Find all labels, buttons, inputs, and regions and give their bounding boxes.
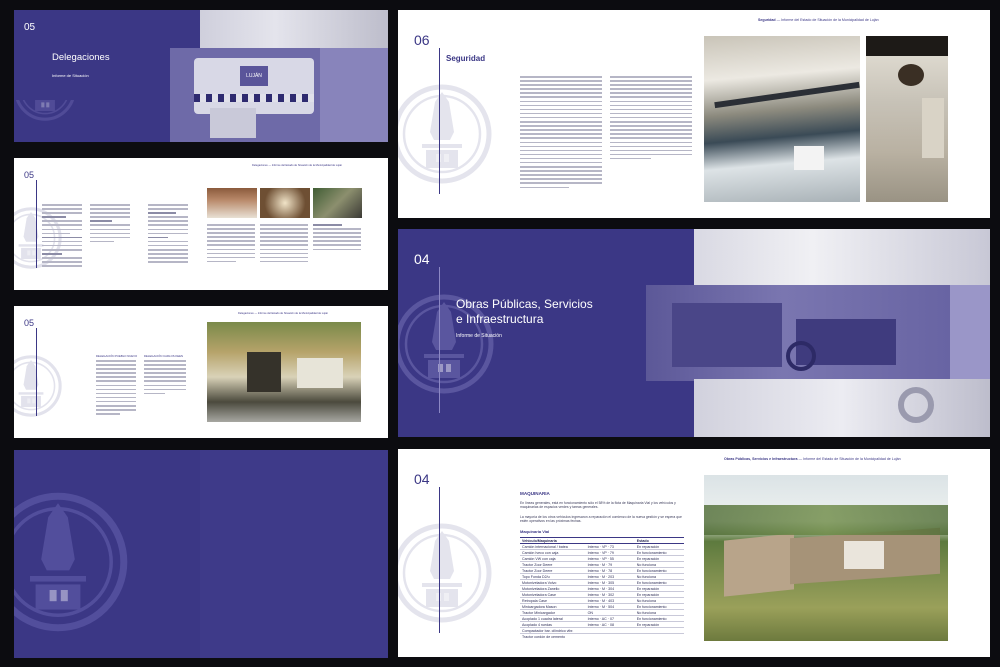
status-cell: En funcionamiento <box>635 580 684 586</box>
municipal-crest-icon <box>398 493 492 653</box>
status-cell: No funciona <box>635 574 684 580</box>
internal-id-cell: Interno · VP · 79 <box>586 550 635 556</box>
text-column-4 <box>207 224 255 265</box>
section-heading: MAQUINARIA <box>520 491 550 496</box>
status-cell: En reparación <box>635 592 684 598</box>
status-cell: En funcionamiento <box>635 616 684 622</box>
internal-id-cell: Interno · M · 302 <box>586 592 635 598</box>
municipal-crest-icon <box>398 54 492 214</box>
text-column-5 <box>260 224 308 265</box>
vertical-rule <box>439 48 440 194</box>
section-heading-left: DELEGACIÓN PUEBLO NUEVO <box>96 354 138 358</box>
text-column-2 <box>90 204 130 245</box>
table-row <box>520 634 684 640</box>
cover-photo-accent <box>950 285 990 381</box>
spread-back-cover <box>14 450 388 658</box>
chapter-number: 05 <box>24 318 35 328</box>
vehicle-cell: Camión Iveco con caja <box>520 550 586 556</box>
status-cell <box>635 634 684 640</box>
section-title: Seguridad <box>446 54 486 63</box>
municipal-crest-icon <box>398 259 494 429</box>
text-column-3 <box>148 204 188 265</box>
vehicle-cell: Tractor Zoor Deere <box>520 562 586 568</box>
internal-id-cell: Interno · M · 504 <box>586 604 635 610</box>
status-cell: En reparación <box>635 586 684 592</box>
cover-photo-machinery <box>646 285 950 381</box>
vehicle-cell: Acoplado 4 ruedas <box>520 622 586 628</box>
chapter-number: 04 <box>414 471 430 487</box>
internal-id-cell: Interno · AC · 08 <box>586 622 635 628</box>
cover-subtitle: Informe de Situación <box>456 333 502 339</box>
text-column-1 <box>42 204 82 270</box>
running-head-text: — Informe del Estado de Situación de la Municipalidad de Luján <box>776 18 879 22</box>
status-cell: En reparación <box>635 556 684 562</box>
internal-id-cell: Interno · M · 403 <box>586 598 635 604</box>
spread-delegaciones-cover <box>14 10 388 142</box>
section-heading-right: DELEGACIÓN CARLOS KEEN <box>144 354 184 358</box>
van-logo: LUJÁN <box>240 66 268 86</box>
table-title: Maquinaria Vial <box>520 529 550 534</box>
column-header: Estado <box>635 538 684 544</box>
spread-delegaciones-text <box>14 158 388 290</box>
status-cell: En funcionamiento <box>635 604 684 610</box>
running-head-bold: Seguridad <box>758 18 776 22</box>
vehicle-cell: Acoplado 1 cuadra lateral <box>520 616 586 622</box>
vertical-rule <box>36 328 37 416</box>
cover-subtitle: Informe de Situación <box>52 73 89 78</box>
vertical-rule <box>439 267 440 413</box>
vehicle-cell: Motoniveladora Case <box>520 592 586 598</box>
photo-abandoned-truck <box>704 475 948 641</box>
spread-obras-cover <box>398 229 990 437</box>
photo-room <box>313 188 362 218</box>
internal-id-cell: Interno · M · 78 <box>586 568 635 574</box>
back-cover-right-panel <box>200 450 388 658</box>
status-cell: En reparación <box>635 544 684 550</box>
photo-ceiling <box>207 188 257 218</box>
vehicle-cell: Minicargadora Mason <box>520 604 586 610</box>
vertical-rule <box>439 487 440 633</box>
internal-id-cell: Interno · VP · 55 <box>586 556 635 562</box>
running-head-bold: Obras Públicas, Servicios e Infraestructura <box>724 457 798 461</box>
text-column-2 <box>610 76 692 162</box>
text-column-1 <box>520 76 602 191</box>
vertical-rule <box>36 180 37 268</box>
chapter-number: 04 <box>414 251 430 267</box>
vehicle-cell: Camión internacional / batea <box>520 544 586 550</box>
machinery-table <box>520 537 684 640</box>
vehicle-cell: Motoniveladora Volvo <box>520 580 586 586</box>
running-head <box>758 18 879 22</box>
vehicle-cell: Tractor cordón de cemento <box>520 634 586 640</box>
internal-id-cell: Interno · M · 203 <box>586 574 635 580</box>
internal-id-cell <box>586 634 635 640</box>
text-column-1 <box>96 360 136 417</box>
cover-title: Delegaciones <box>52 52 110 63</box>
photo-corridor <box>260 188 310 218</box>
vehicle-cell: Motoniveladora Zanello <box>520 586 586 592</box>
text-column-2 <box>144 360 186 397</box>
vehicle-cell: Camión VW con caja <box>520 556 586 562</box>
text-column-6 <box>313 224 361 253</box>
status-cell: No funciona <box>635 562 684 568</box>
cover-photo-top <box>200 10 388 50</box>
chapter-number: 06 <box>414 32 430 48</box>
photo-inside-building <box>207 322 361 422</box>
intro-paragraph-1: En líneas generales, está en funcionamiento sólo el 58% de la flota de Maquinaria Vial y los vehículos y maquinarias de espacios verdes y tareas generales. <box>520 501 676 510</box>
status-cell: No funciona <box>635 598 684 604</box>
status-cell: En reparación <box>635 622 684 628</box>
spread-delegaciones-photo <box>14 306 388 438</box>
column-header: Vehículo/Maquinaria <box>520 538 586 544</box>
vehicle-cell: Tractor Minicargador <box>520 610 586 616</box>
internal-id-cell: Interno · M · 79 <box>586 562 635 568</box>
spread-maquinaria <box>398 449 990 657</box>
municipal-crest-icon <box>14 336 62 436</box>
chapter-number: 05 <box>24 22 36 33</box>
spread-seguridad <box>398 10 990 218</box>
municipal-crest-icon <box>14 458 128 658</box>
cover-title-line-2: e Infraestructura <box>456 312 544 326</box>
status-cell: En funcionamiento <box>635 550 684 556</box>
vehicle-cell: Tractor Zoor Deere <box>520 568 586 574</box>
chapter-number: 05 <box>24 170 35 180</box>
photo-wall-damage <box>866 36 948 202</box>
internal-id-cell: Interno · M · 305 <box>586 580 635 586</box>
status-cell: No funciona <box>635 610 684 616</box>
cover-photo-bottom <box>694 379 990 437</box>
internal-id-cell: Interno · M · 304 <box>586 586 635 592</box>
cover-photo-top <box>694 229 990 287</box>
internal-id-cell: ON <box>586 610 635 616</box>
vehicle-cell: Compactador bar. cilíndrico vibr. <box>520 628 586 634</box>
internal-id-cell: Interno · VP · 73 <box>586 544 635 550</box>
vehicle-cell: Topo Fonda D2/u <box>520 574 586 580</box>
internal-id-cell: Interno · AC · 07 <box>586 616 635 622</box>
running-head <box>724 457 901 461</box>
running-head: Delegaciones — Informe del Estado de Situación de la Municipalidad de Luján <box>252 164 343 167</box>
photo-damaged-ceiling <box>704 36 860 202</box>
cover-title-line-1: Obras Públicas, Servicios <box>456 297 593 311</box>
cover-photo-van <box>170 48 388 142</box>
intro-paragraph-2: La mayoría de los otros vehículos ingresaron a reparación el comienzo de la nueva gestión y se espera que estén operativos en las próximas fechas. <box>520 515 682 524</box>
status-cell: En funcionamiento <box>635 568 684 574</box>
vehicle-cell: Retropala Case <box>520 598 586 604</box>
running-head: Delegaciones — Informe del Estado de Situación de la Municipalidad de Luján <box>238 312 329 315</box>
running-head-text: — Informe del Estado de Situación de la Municipalidad de Luján <box>798 457 901 461</box>
